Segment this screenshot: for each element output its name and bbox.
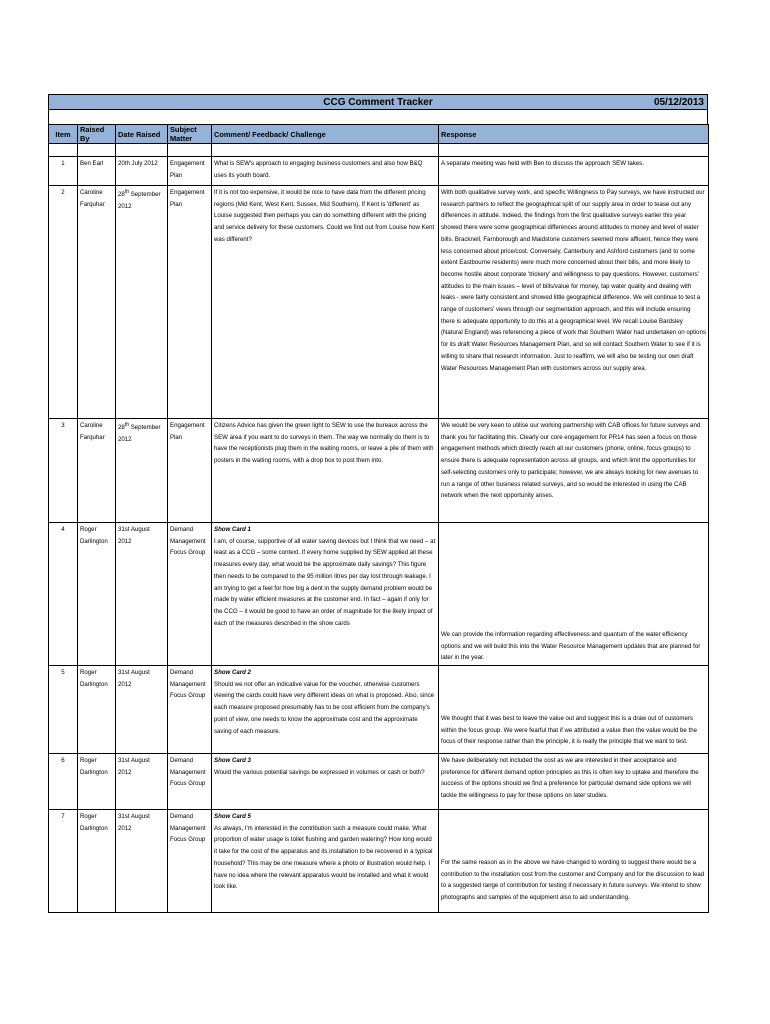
- table-row: [49, 157, 709, 186]
- header-subject-matter: Subject Matter: [168, 125, 212, 144]
- raised-by: Roger Darlington: [78, 666, 116, 754]
- header-response: Response: [439, 125, 709, 144]
- response: We have deliberately not included the cost as we are interested in their acceptance and preference for different demand option principles as this is often key to uptake and therefore the success of the options should we find a preference for particular demand side options we will tackle the willingness to pay for these options on later studies.: [439, 754, 709, 810]
- header-comment: Comment/ Feedback/ Challenge: [212, 125, 439, 144]
- table-row: [49, 754, 709, 810]
- comment: If it is not too expensive, it would be nice to have data from the different pricing regions (Mid Kent, West Kent, Sussex, Mid Southern). If Kent is 'different' as Louise suggested then perhaps you can do something different with the pricing and service delivery for these customers. Could we find out from Louise how Kent was different?: [212, 186, 439, 419]
- comment-tracker-sheet: [48, 94, 708, 913]
- comment-text: As always, I'm interested in the contribution such a measure could make. What proportion of water usage is toilet flushing and garden watering? How long would it take for the cost of the apparatus and its installation to be recovered in a typical household? This may be one measure where a photo or illustration would help. I have no idea where the relevant apparatus would be installed and what it would look like.: [214, 824, 433, 891]
- item-number: 7: [49, 810, 78, 913]
- date-rest: September 2012: [118, 191, 161, 210]
- date-suffix: th: [124, 189, 130, 195]
- comment: [212, 523, 439, 666]
- date-raised: 31st August 2012: [116, 523, 168, 666]
- show-card-label: Show Card 5: [214, 813, 251, 820]
- title-bar: [48, 94, 708, 110]
- date-rest: September 2012: [118, 424, 161, 443]
- separator-row: [49, 144, 709, 157]
- header-date-raised: Date Raised: [116, 125, 168, 144]
- item-number: 6: [49, 754, 78, 810]
- comment: [212, 666, 439, 754]
- date-raised: 31st August 2012: [116, 754, 168, 810]
- show-card-label: Show Card 2: [214, 669, 251, 676]
- comment: What is SEW's approach to engaging business customers and also how B&Q uses its youth board.: [212, 157, 439, 186]
- header-item: Item: [49, 125, 78, 144]
- raised-by: Caroline Farquhar: [78, 186, 116, 419]
- show-card-label: Show Card 1: [214, 526, 251, 533]
- item-number: 3: [49, 419, 78, 523]
- subject-matter: Engagement Plan: [168, 419, 212, 523]
- table-row: [49, 523, 709, 666]
- spacer-row: [48, 110, 708, 124]
- date-raised: [116, 186, 168, 419]
- subject-matter: Demand Management Focus Group: [168, 810, 212, 913]
- item-number: 4: [49, 523, 78, 666]
- raised-by: Roger Darlington: [78, 754, 116, 810]
- response-text: For the same reason as in the above we have changed to wording to suggest there would be a contribution to the installation cost from the customer and Company and for the discussion to lead to a suggested range of contribution for testing if necessary in future surveys. We intend to show photographs and samples of the equipment also to aid understanding.: [441, 859, 705, 902]
- item-number: 5: [49, 666, 78, 754]
- raised-by: Ben Earl: [78, 157, 116, 186]
- date-suffix: th: [124, 422, 130, 428]
- header-row: [49, 125, 709, 144]
- subject-matter: Demand Management Focus Group: [168, 523, 212, 666]
- table-row: [49, 666, 709, 754]
- response: [439, 810, 709, 913]
- raised-by: Roger Darlington: [78, 810, 116, 913]
- response-text: We can provide the information regarding effectiveness and quantum of the water efficiency options and we will build this into the Water Resource Management updates that are planned for later in the year.: [441, 631, 701, 662]
- comment-text: I am, of course, supportive of all water saving devices but I think that we need – at least as a CCG – some context. If every home supplied by SEW applied all these measures every day, what would be the approximate daily savings? This figure then needs to be compared to the 95 million litres per day lost through leakage. I am trying to get a feel for how big a dent in the supply demand problem would be made by water efficient measures at the customer end. In fact – again if only for the CCG – it would be good to have an order of magnitude for the likely impact of each of the measures described in the show cards: [214, 537, 436, 627]
- subject-matter: Demand Management Focus Group: [168, 754, 212, 810]
- response-text: We thought that it was best to leave the value out and suggest this is a draw out of customers within the focus group. We were fearful that if we attributed a value then the value would be the focus of their response rather than the principle, it is really the principle that we want to test.: [441, 715, 697, 746]
- table-row: [49, 810, 709, 913]
- date-day: 28: [118, 424, 125, 432]
- response: With both qualitative survey work, and specific Willingness to Pay surveys, we have instructed our research partners to reflect the geographical split of our supply area in order to tease out any differences in attitude. Indeed, the findings from the first qualitative surveys earlier this year showed there were some geographical differences around attitudes to money and level of water bills. Bracknell, Farnborough and Maidstone customers seemed more affluent, hence they were less concerned about price/cost. Conversely, Canterbury and Ashford customers (and to some extent Eastbourne residents) were much more concerned about their bills, and more likely to become hostile about corporate 'trickery' and willingness to pay questions. However, customers' attitudes to the main issues – level of bills/value for money, tap water quality and dealing with leaks - were fairly consistent and showed little geographical difference. We will continue to test a range of customers' views through our segmentation approach, and this will include ensuring there is adequate opportunity to do this at a geographical level. We recall Louise Bardsley (Natural England) was referencing a piece of work that Southern Water had undertaken on options for its draft Water Resources Management Plan, and so will contact Southern Water to see if it is willing to share that research information. Just to reaffirm, we will also be testing our own draft Water Resources Management Plan with customers across our supply area.: [439, 186, 709, 419]
- comment: [212, 810, 439, 913]
- comment-text: Would the various potential savings be expressed in volumes or cash or both?: [214, 768, 425, 776]
- comment: [212, 754, 439, 810]
- response: [439, 666, 709, 754]
- comment-text: Should we not offer an indicative value for the voucher, otherwise customers viewing the cards could have very different ideas on what is proposed. Also, since each measure proposed presumably has to be cost efficient from the company's point of view, one needs to know the approximate cost and the approximate saving of each measure.: [214, 680, 435, 735]
- response: A separate meeting was held with Ben to discuss the approach SEW takes.: [439, 157, 709, 186]
- subject-matter: Engagement Plan: [168, 186, 212, 419]
- table-row: [49, 419, 709, 523]
- raised-by: Caroline Farquhar: [78, 419, 116, 523]
- date-raised: 20th July 2012: [116, 157, 168, 186]
- item-number: 1: [49, 157, 78, 186]
- tracker-date: 05/12/2013: [653, 97, 704, 108]
- date-raised: 31st August 2012: [116, 666, 168, 754]
- date-day: 28: [118, 191, 125, 199]
- subject-matter: Demand Management Focus Group: [168, 666, 212, 754]
- table-row: [49, 186, 709, 419]
- date-raised: 31st August 2012: [116, 810, 168, 913]
- tracker-table: [48, 124, 709, 913]
- header-raised-by: Raised By: [78, 125, 116, 144]
- subject-matter: Engagement Plan: [168, 157, 212, 186]
- response: We would be very keen to utilise our working partnership with CAB offices for future surveys and thank you for facilitating this. Clearly our core engagement for PR14 has seen a focus on those engagement methods which directly reach all our customers (phone, online, focus groups) to ensure there is adequate representation across all groups, and which limit the opportunities for self-selecting customers only to participate; however, we are always looking for new avenues to run a range of other business related surveys, and so would be interested in using the CAB network when the next opportunity arises.: [439, 419, 709, 523]
- response: [439, 523, 709, 666]
- item-number: 2: [49, 186, 78, 419]
- tracker-title: CCG Comment Tracker: [323, 97, 433, 108]
- comment: Citizens Advice has given the green light to SEW to use the bureaux across the SEW area if you want to do surveys in them. The way we normally do them is to have the receptionists plug them in the waiting rooms, or leave a pile of them with posters in the waiting rooms, with a drop box to post them into.: [212, 419, 439, 523]
- raised-by: Roger Darlington: [78, 523, 116, 666]
- date-raised: [116, 419, 168, 523]
- show-card-label: Show Card 3: [214, 757, 251, 764]
